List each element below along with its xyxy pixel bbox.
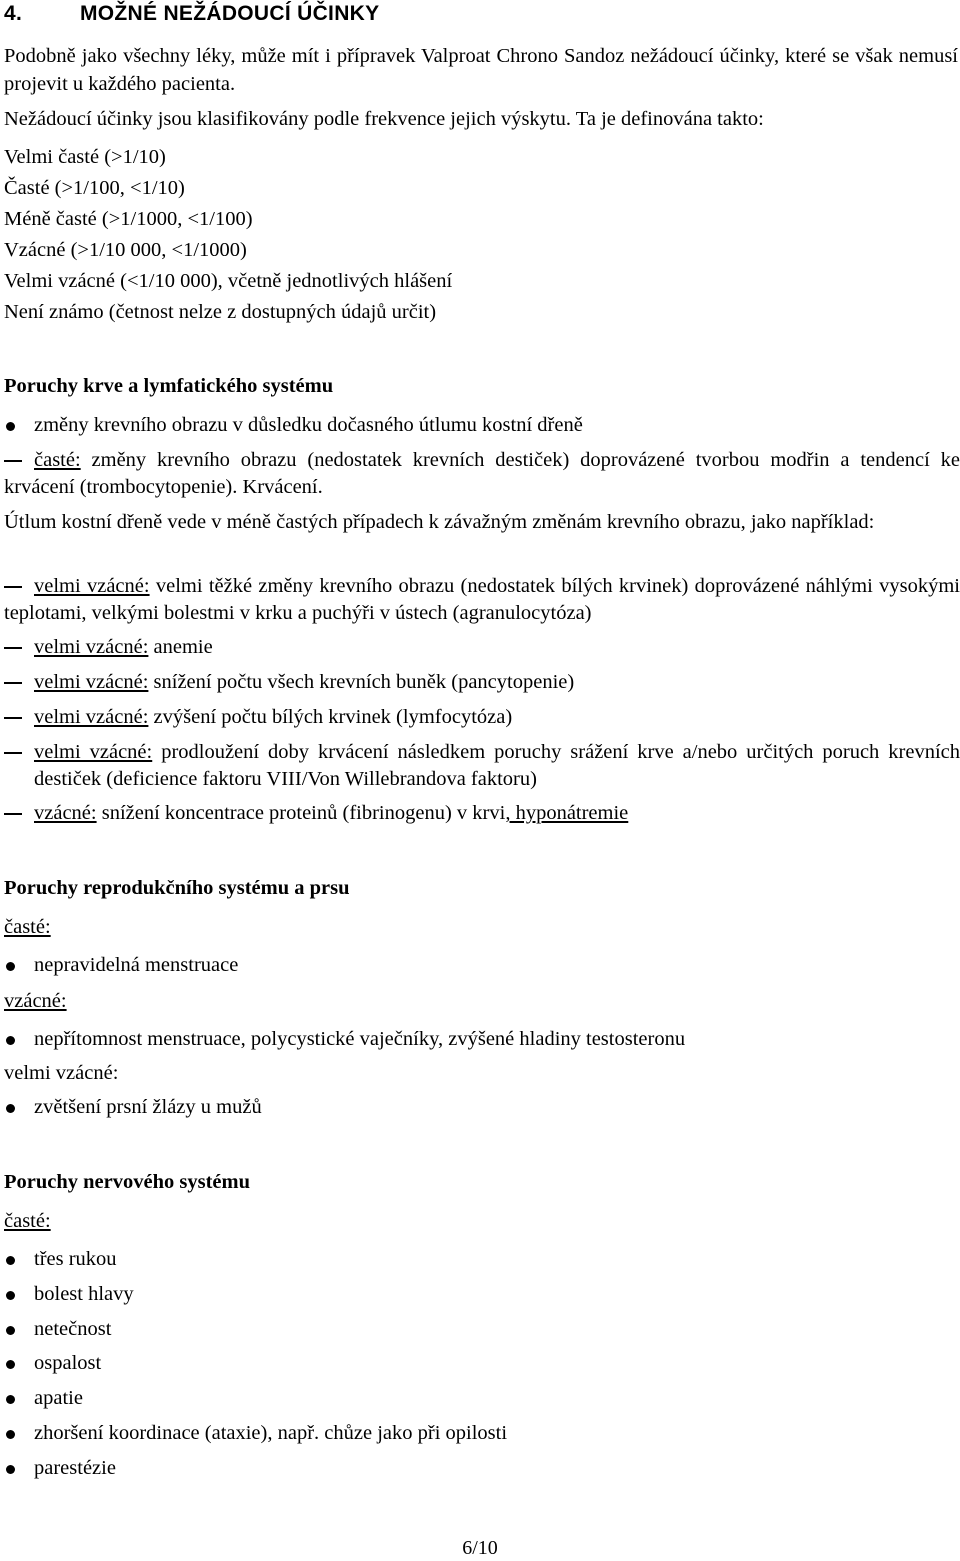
repro-rare-label: vzácné: xyxy=(4,990,67,1012)
bullet-icon xyxy=(6,1395,15,1404)
frequency-intro: Nežádoucí účinky jsou klasifikovány podle frekvence jejich výskytu. Ta je definována takto: xyxy=(4,108,764,130)
bullet-icon xyxy=(6,1036,15,1045)
list-item: vzácné: snížení koncentrace proteinů (fibrinogenu) v krvi, hyponátremie xyxy=(4,800,960,826)
bullet-icon xyxy=(6,962,15,971)
list-item: apatie xyxy=(4,1385,960,1411)
list-item: bolest hlavy xyxy=(4,1281,960,1307)
repro-common-label: časté: xyxy=(4,916,51,938)
bullet-icon xyxy=(6,1465,15,1474)
nervous-heading: Poruchy nervového systému xyxy=(4,1171,250,1193)
list-item: třes rukou xyxy=(4,1246,960,1272)
list-item: netečnost xyxy=(4,1316,960,1342)
dash-icon xyxy=(4,460,22,462)
dash-icon xyxy=(4,647,22,649)
frequency-rare: Vzácné (>1/10 000, <1/1000) xyxy=(4,239,247,261)
bullet-icon xyxy=(6,1430,15,1439)
frequency-uncommon: Méně časté (>1/1000, <1/100) xyxy=(4,208,253,230)
list-item: časté: změny krevního obrazu (nedostatek krevních destiček) doprovázené tvorbou modřin a tendencí ke krvácení (trombocytopenie). Krvácení. xyxy=(4,449,960,498)
repro-heading: Poruchy reprodukčního systému a prsu xyxy=(4,877,350,899)
bullet-icon xyxy=(6,1360,15,1369)
section-heading xyxy=(4,1,379,27)
bullet-icon xyxy=(6,422,15,431)
list-item: parestézie xyxy=(4,1455,960,1481)
bullet-icon xyxy=(6,1104,15,1113)
intro-paragraph: Podobně jako všechny léky, může mít i přípravek Valproat Chrono Sandoz nežádoucí účinky, které se však nemusí projevit u každého pacienta. xyxy=(4,45,958,95)
blood-heading: Poruchy krve a lymfatického systému xyxy=(4,375,334,397)
marrow-paragraph: Útlum kostní dřeně vede v méně častých případech k závažným změnám krevního obrazu, jako například: xyxy=(4,511,875,533)
list-item: nepravidelná menstruace xyxy=(4,952,960,978)
dash-icon xyxy=(4,813,22,815)
frequency-common: Časté (>1/100, <1/10) xyxy=(4,177,185,199)
list-item: zvětšení prsní žlázy u mužů xyxy=(4,1094,960,1120)
section-number: 4. xyxy=(4,2,23,25)
section-title: MOŽNÉ NEŽÁDOUCÍ ÚČINKY xyxy=(80,2,380,25)
nervous-common-label: časté: xyxy=(4,1210,51,1232)
repro-very-rare-label: velmi vzácné: xyxy=(4,1062,119,1084)
page-number: 6/10 xyxy=(462,1537,498,1559)
frequency-very-rare: Velmi vzácné (<1/10 000), včetně jednotlivých hlášení xyxy=(4,270,453,292)
bullet-icon xyxy=(6,1256,15,1265)
bullet-icon xyxy=(6,1326,15,1335)
list-item: velmi vzácné: snížení počtu všech krevních buněk (pancytopenie) xyxy=(4,669,960,695)
list-item: velmi vzácné: prodloužení doby krvácení následkem poruchy srážení krve a/nebo určitých poruch krevních destiček (deficience faktoru VIII/Von Willebrandova faktoru) xyxy=(4,739,960,793)
list-item: změny krevního obrazu v důsledku dočasného útlumu kostní dřeně xyxy=(4,412,960,438)
list-item: ospalost xyxy=(4,1350,960,1376)
list-item: zhoršení koordinace (ataxie), např. chůze jako při opilosti xyxy=(4,1420,960,1446)
dash-icon xyxy=(4,717,22,719)
dash-icon xyxy=(4,752,22,754)
bullet-icon xyxy=(6,1291,15,1300)
dash-icon xyxy=(4,586,22,588)
frequency-unknown: Není známo (četnost nelze z dostupných údajů určit) xyxy=(4,301,437,323)
list-item: velmi vzácné: zvýšení počtu bílých krvinek (lymfocytóza) xyxy=(4,704,960,730)
list-item: velmi vzácné: anemie xyxy=(4,634,960,660)
dash-icon xyxy=(4,682,22,684)
frequency-very-common: Velmi časté (>1/10) xyxy=(4,146,166,168)
list-item: velmi vzácné: velmi těžké změny krevního obrazu (nedostatek bílých krvinek) doprovázené náhlými vysokými teplotami, velkými bolestmi v krku a puchýři v ústech (agranulocytóza) xyxy=(4,575,960,624)
list-item: nepřítomnost menstruace, polycystické vaječníky, zvýšené hladiny testosteronu xyxy=(4,1026,960,1052)
